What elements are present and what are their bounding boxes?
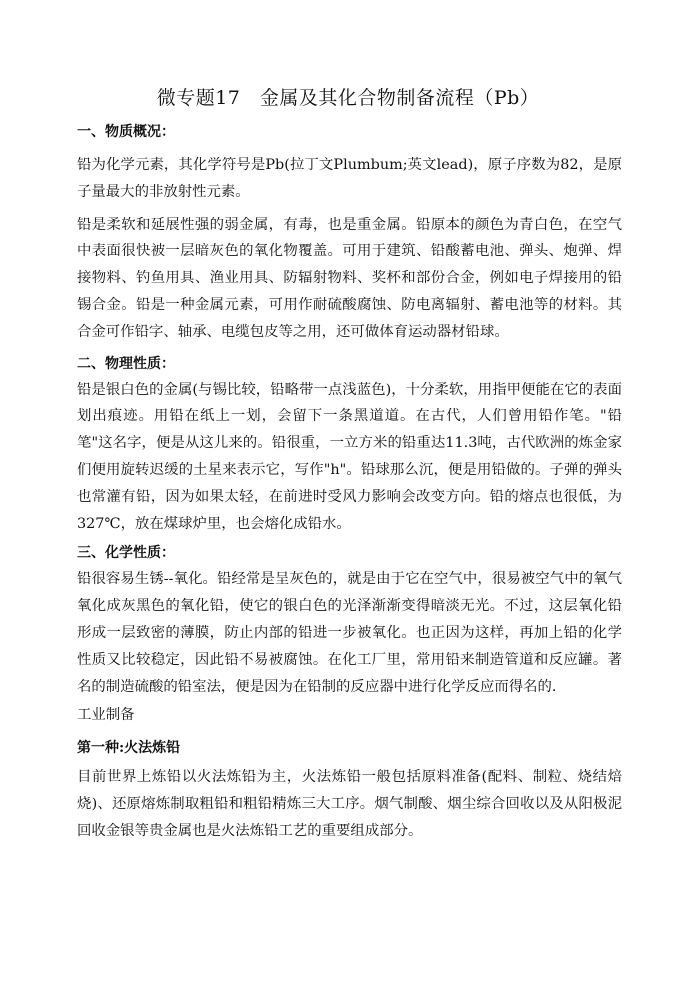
industrial-label: 工业制备 [77, 707, 135, 724]
overview-paragraph-1: 铅为化学元素，其化学符号是Pb(拉丁文Plumbum;英文lead)，原子序数为82，是原子量最大的非放射性元素。 [77, 157, 622, 200]
overview-paragraph-2: 铅是柔软和延展性强的弱金属，有毒，也是重金属。铅原本的颜色为青白色，在空气中表面很快被一层暗灰色的氧化物覆盖。可用于建筑、铅酸蓄电池、弹头、炮弹、焊接物料、钓鱼用具、渔业用具、防辐射物料、奖杯和部份合金，例如电子焊接用的铅锡合金。铅是一种金属元素，可用作耐硫酸腐蚀、防电离辐射、蓄电池等的材料。其合金可作铅字、轴承、电缆包皮等之用，还可做体育运动器材铅球。 [77, 216, 622, 340]
method1-paragraph-1: 目前世界上炼铅以火法炼铅为主，火法炼铅一般包括原料准备(配料、制粒、烧结焙烧)、还原熔炼制取粗铅和粗铅精炼三大工序。烟气制酸、烟尘综合回收以及从阳极泥回收金银等贵金属也是火法炼铅工艺的重要组成部分。 [77, 769, 622, 839]
section-heading-physical: 二、物理性质： [77, 355, 175, 372]
document-body [77, 122, 622, 845]
section-heading-chemical: 三、化学性质： [77, 545, 175, 562]
page-title: 微专题17 金属及其化合物制备流程（Pb） [156, 87, 540, 109]
physical-paragraph-1: 铅是银白色的金属(与锡比较，铅略带一点浅蓝色)，十分柔软，用指甲便能在它的表面划出痕迹。用铅在纸上一划，会留下一条黑道道。在古代，人们曾用铅作笔。"铅笔"这名字，便是从这儿来的。铅很重，一立方米的铅重达11.3吨，古代欧洲的炼金家们便用旋转迟缓的土星来表示它，写作"h"。铅球那么沉，便是用铅做的。子弹的弹头也常灌有铅，因为如果太轻，在前进时受风力影响会改变方向。铅的熔点也很低，为327℃，放在煤球炉里，也会熔化成铅水。 [77, 381, 622, 532]
section-heading-overview: 一、物质概况： [77, 124, 175, 140]
chemical-paragraph-1: 铅很容易生锈--氧化。铅经常是呈灰色的，就是由于它在空气中，很易被空气中的氧气氧化成灰黑色的氧化铅，使它的银白色的光泽渐渐变得暗淡无光。不过，这层氧化铅形成一层致密的薄膜，防止内部的铅进一步被氧化。也正因为这样，再加上铅的化学性质又比较稳定，因此铅不易被腐蚀。在化工厂里，常用铅来制造管道和反应罐。著名的制造硫酸的铅室法，便是因为在铅制的反应器中进行化学反应而得名的. [77, 571, 622, 695]
method1-heading: 第一种:火法炼铅 [77, 740, 181, 757]
